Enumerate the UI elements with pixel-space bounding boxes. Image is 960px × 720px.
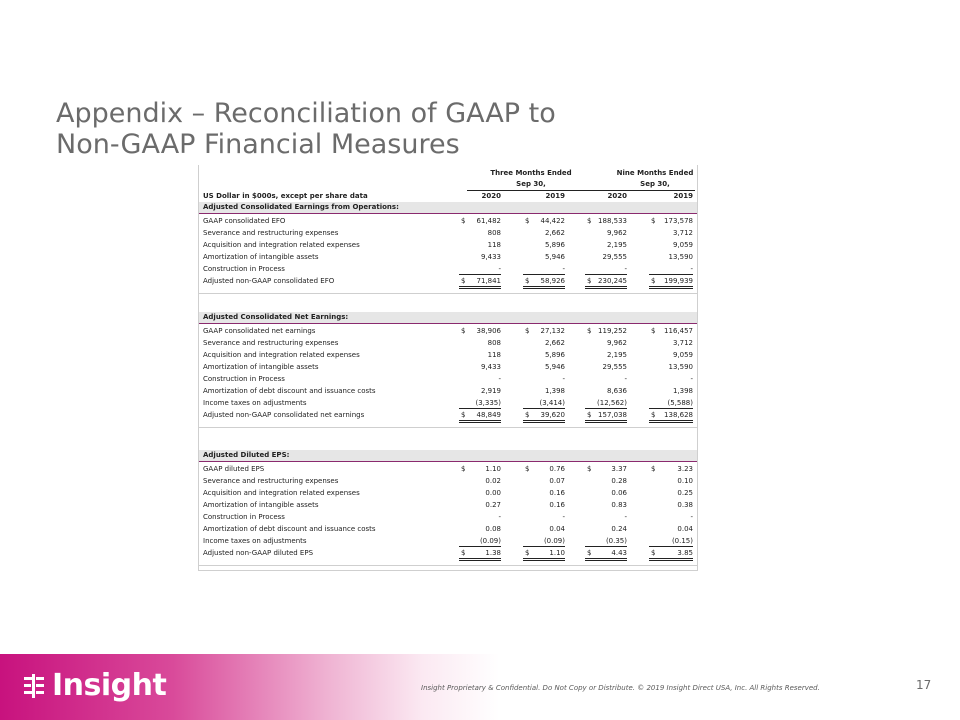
table-row [199, 251, 697, 263]
reconciliation-table [198, 165, 698, 571]
table-row [199, 215, 697, 227]
cell-value: (0.09) [479, 537, 501, 545]
cell-value: 5,946 [544, 363, 565, 371]
section-divider [199, 323, 697, 324]
currency-symbol: $ [651, 217, 656, 225]
row-label: Severance and restructuring expenses [203, 229, 339, 237]
cell-value: 0.76 [549, 465, 565, 473]
cell-value: 1,398 [544, 387, 565, 395]
cell-value: 29,555 [602, 363, 627, 371]
total-double-line [649, 422, 693, 423]
cell-value: 9,059 [672, 351, 693, 359]
cell-value: 230,245 [598, 277, 627, 285]
total-double-line [523, 560, 565, 561]
period-subheader: Sep 30, [516, 180, 546, 188]
cell-value: - [498, 375, 501, 383]
units-label: US Dollar in $000s, except per share data [203, 192, 368, 200]
cell-value: 0.07 [549, 477, 565, 485]
cell-value: 119,252 [598, 327, 627, 335]
row-label: Adjusted non-GAAP consolidated EFO [203, 277, 335, 285]
cell-value: 1.10 [485, 465, 501, 473]
cell-value: 173,578 [664, 217, 693, 225]
cell-value: 8,636 [606, 387, 627, 395]
section-bottom-line [199, 565, 697, 566]
cell-value: 2,662 [544, 229, 565, 237]
row-label: Severance and restructuring expenses [203, 339, 339, 347]
row-label: Amortization of debt discount and issuance costs [203, 387, 376, 395]
cell-value: 0.25 [677, 489, 693, 497]
total-double-line [523, 422, 565, 423]
title-line-1: Appendix – Reconciliation of GAAP to [56, 98, 556, 129]
cell-value: 0.02 [485, 477, 501, 485]
cell-value: 0.38 [677, 501, 693, 509]
table-row [199, 487, 697, 499]
currency-symbol: $ [651, 549, 656, 557]
insight-logo-icon [22, 674, 46, 698]
currency-symbol: $ [525, 277, 530, 285]
section-divider [199, 213, 697, 214]
cell-value: 39,620 [540, 411, 565, 419]
cell-value: 116,457 [664, 327, 693, 335]
row-label: Amortization of intangible assets [203, 501, 319, 509]
cell-value: 5,896 [544, 351, 565, 359]
total-double-line [459, 558, 501, 559]
table-row [199, 227, 697, 239]
cell-value: 118 [487, 241, 501, 249]
row-label: Amortization of intangible assets [203, 253, 319, 261]
cell-value: 2,195 [606, 351, 627, 359]
cell-value: 0.27 [485, 501, 501, 509]
cell-value: 3,712 [672, 229, 693, 237]
cell-value: 0.06 [611, 489, 627, 497]
cell-value: (0.15) [671, 537, 693, 545]
cell-value: (3,414) [539, 399, 565, 407]
year-header: 2019 [673, 192, 693, 200]
table-row [199, 361, 697, 373]
total-double-line [459, 288, 501, 289]
cell-value: 2,662 [544, 339, 565, 347]
currency-symbol: $ [587, 327, 592, 335]
currency-symbol: $ [651, 411, 656, 419]
total-double-line [459, 422, 501, 423]
cell-value: 0.16 [549, 501, 565, 509]
cell-value: 9,433 [480, 363, 501, 371]
cell-value: - [624, 265, 627, 273]
cell-value: 61,482 [476, 217, 501, 225]
cell-value: 3,712 [672, 339, 693, 347]
currency-symbol: $ [587, 277, 592, 285]
cell-value: 44,422 [540, 217, 565, 225]
year-header: 2019 [545, 192, 565, 200]
row-label: Severance and restructuring expenses [203, 477, 339, 485]
cell-value: 0.08 [485, 525, 501, 533]
cell-value: - [624, 375, 627, 383]
cell-value: 2,919 [480, 387, 501, 395]
cell-value: 3.23 [677, 465, 693, 473]
section-divider [199, 461, 697, 462]
row-label: Acquisition and integration related expenses [203, 351, 360, 359]
cell-value: 3.85 [677, 549, 693, 557]
currency-symbol: $ [651, 327, 656, 335]
cell-value: 13,590 [668, 253, 693, 261]
cell-value: 29,555 [602, 253, 627, 261]
total-double-line [585, 422, 627, 423]
cell-value: 0.28 [611, 477, 627, 485]
row-label: Construction in Process [203, 513, 285, 521]
cell-value: - [690, 265, 693, 273]
total-double-line [585, 420, 627, 421]
cell-value: 13,590 [668, 363, 693, 371]
cell-value: 808 [487, 229, 501, 237]
table-row [199, 373, 697, 385]
row-label: Acquisition and integration related expenses [203, 489, 360, 497]
row-label: GAAP consolidated net earnings [203, 327, 316, 335]
cell-value: (5,588) [667, 399, 693, 407]
total-double-line [585, 286, 627, 287]
cell-value: 1.38 [485, 549, 501, 557]
currency-symbol: $ [587, 411, 592, 419]
total-double-line [649, 560, 693, 561]
cell-value: 3.37 [611, 465, 627, 473]
row-label: GAAP diluted EPS [203, 465, 265, 473]
row-label: GAAP consolidated EFO [203, 217, 286, 225]
cell-value: - [624, 513, 627, 521]
total-double-line [649, 288, 693, 289]
cell-value: - [498, 265, 501, 273]
cell-value: 1.10 [549, 549, 565, 557]
cell-value: 0.04 [549, 525, 565, 533]
currency-symbol: $ [461, 277, 466, 285]
cell-value: (0.35) [605, 537, 627, 545]
legal-notice: Insight Proprietary & Confidential. Do Not Copy or Distribute. © 2019 Insight Direct USA, Inc. All Rights Reserved. [421, 684, 820, 692]
currency-symbol: $ [461, 327, 466, 335]
cell-value: 199,939 [664, 277, 693, 285]
cell-value: 5,896 [544, 241, 565, 249]
currency-symbol: $ [525, 465, 530, 473]
cell-value: - [562, 513, 565, 521]
cell-value: 9,059 [672, 241, 693, 249]
cell-value: 9,962 [606, 229, 627, 237]
cell-value: 118 [487, 351, 501, 359]
cell-value: 0.04 [677, 525, 693, 533]
page-number: 17 [916, 678, 932, 692]
section-heading-label: Adjusted Diluted EPS: [203, 451, 290, 459]
total-double-line [523, 288, 565, 289]
table-row [199, 475, 697, 487]
cell-value: (0.09) [543, 537, 565, 545]
table-row [199, 463, 697, 475]
cell-value: 9,962 [606, 339, 627, 347]
currency-symbol: $ [461, 217, 466, 225]
section-bottom-line [199, 427, 697, 428]
table-row [199, 499, 697, 511]
currency-symbol: $ [461, 465, 466, 473]
insight-logo [22, 668, 166, 703]
cell-value: - [562, 265, 565, 273]
logo-wordmark: Insight [52, 668, 167, 703]
cell-value: 38,906 [476, 327, 501, 335]
period-header: Three Months Ended [490, 169, 572, 177]
section-heading [199, 450, 697, 461]
title-line-2: Non-GAAP Financial Measures [56, 129, 460, 160]
year-header: 2020 [607, 192, 627, 200]
column-header-row [199, 190, 697, 202]
year-header: 2020 [481, 192, 501, 200]
total-double-line [649, 558, 693, 559]
currency-symbol: $ [651, 465, 656, 473]
cell-value: - [690, 375, 693, 383]
total-double-line [649, 286, 693, 287]
row-label: Amortization of debt discount and issuance costs [203, 525, 376, 533]
cell-value: 27,132 [540, 327, 565, 335]
cell-value: 5,946 [544, 253, 565, 261]
cell-value: 808 [487, 339, 501, 347]
currency-symbol: $ [587, 465, 592, 473]
row-label: Acquisition and integration related expenses [203, 241, 360, 249]
table-row [199, 337, 697, 349]
total-double-line [459, 286, 501, 287]
total-double-line [585, 560, 627, 561]
total-double-line [459, 560, 501, 561]
section-heading [199, 202, 697, 213]
slide-title [56, 98, 756, 160]
row-label: Construction in Process [203, 375, 285, 383]
period-subheader: Sep 30, [640, 180, 670, 188]
cell-value: 1,398 [672, 387, 693, 395]
table-row [199, 523, 697, 535]
row-label: Adjusted non-GAAP diluted EPS [203, 549, 314, 557]
cell-value: 188,533 [598, 217, 627, 225]
currency-symbol: $ [525, 217, 530, 225]
cell-value: 0.24 [611, 525, 627, 533]
table-row [199, 349, 697, 361]
currency-symbol: $ [525, 549, 530, 557]
total-double-line [523, 558, 565, 559]
section-heading-label: Adjusted Consolidated Net Earnings: [203, 313, 349, 321]
cell-value: (12,562) [597, 399, 627, 407]
cell-value: (3,335) [475, 399, 501, 407]
cell-value: 9,433 [480, 253, 501, 261]
cell-value: - [690, 513, 693, 521]
cell-value: 2,195 [606, 241, 627, 249]
currency-symbol: $ [525, 411, 530, 419]
table-row [199, 511, 697, 523]
total-double-line [459, 420, 501, 421]
cell-value: 157,038 [598, 411, 627, 419]
currency-symbol: $ [651, 277, 656, 285]
total-double-line [523, 420, 565, 421]
row-label: Construction in Process [203, 265, 285, 273]
table-row [199, 325, 697, 337]
table-row [199, 239, 697, 251]
total-double-line [585, 558, 627, 559]
total-double-line [585, 288, 627, 289]
cell-value: - [562, 375, 565, 383]
table-row [199, 385, 697, 397]
cell-value: 0.83 [611, 501, 627, 509]
currency-symbol: $ [525, 327, 530, 335]
cell-value: 0.10 [677, 477, 693, 485]
cell-value: 0.00 [485, 489, 501, 497]
section-heading-label: Adjusted Consolidated Earnings from Operations: [203, 203, 399, 211]
cell-value: 58,926 [540, 277, 565, 285]
total-double-line [523, 286, 565, 287]
currency-symbol: $ [587, 549, 592, 557]
cell-value: 71,841 [476, 277, 501, 285]
currency-symbol: $ [461, 549, 466, 557]
currency-symbol: $ [461, 411, 466, 419]
period-header: Nine Months Ended [616, 169, 694, 177]
row-label: Adjusted non-GAAP consolidated net earnings [203, 411, 365, 419]
total-double-line [649, 420, 693, 421]
currency-symbol: $ [587, 217, 592, 225]
section-heading [199, 312, 697, 323]
cell-value: - [498, 513, 501, 521]
row-label: Income taxes on adjustments [203, 399, 307, 407]
cell-value: 138,628 [664, 411, 693, 419]
section-bottom-line [199, 293, 697, 294]
row-label: Income taxes on adjustments [203, 537, 307, 545]
cell-value: 4.43 [611, 549, 627, 557]
row-label: Amortization of intangible assets [203, 363, 319, 371]
cell-value: 0.16 [549, 489, 565, 497]
cell-value: 48,849 [476, 411, 501, 419]
